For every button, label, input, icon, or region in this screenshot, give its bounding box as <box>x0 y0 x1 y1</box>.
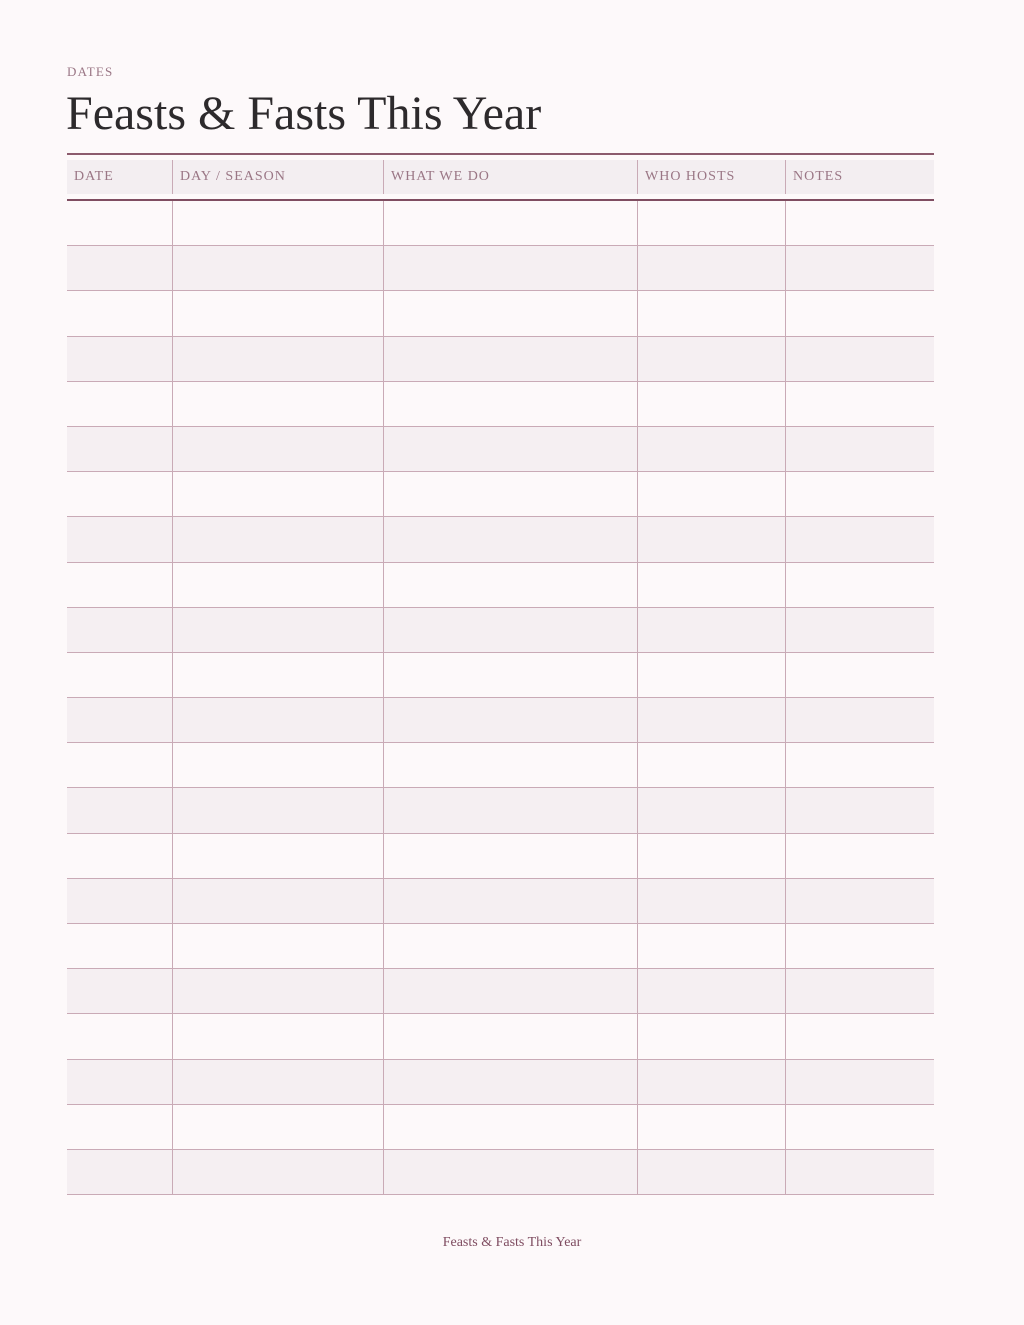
table-row <box>67 517 934 562</box>
table-body <box>67 201 934 1195</box>
what-we-do-cell <box>384 472 638 516</box>
who-hosts-cell <box>638 653 786 697</box>
who-hosts-cell <box>638 1060 786 1104</box>
day-season-cell <box>173 1060 384 1104</box>
table-row <box>67 608 934 653</box>
notes-cell <box>786 1150 934 1194</box>
title-divider <box>67 153 934 155</box>
date-cell <box>67 879 173 923</box>
table-row <box>67 201 934 246</box>
table-row <box>67 1150 934 1195</box>
what-we-do-cell <box>384 969 638 1013</box>
notes-cell <box>786 337 934 381</box>
table-row <box>67 698 934 743</box>
who-hosts-cell <box>638 291 786 335</box>
date-cell <box>67 337 173 381</box>
what-we-do-cell <box>384 608 638 652</box>
notes-cell <box>786 472 934 516</box>
table-row <box>67 1060 934 1105</box>
who-hosts-cell <box>638 969 786 1013</box>
what-we-do-cell <box>384 427 638 471</box>
date-cell <box>67 698 173 742</box>
day-season-cell <box>173 563 384 607</box>
who-hosts-cell <box>638 1150 786 1194</box>
who-hosts-cell <box>638 1105 786 1149</box>
day-season-cell <box>173 1014 384 1058</box>
date-cell <box>67 472 173 516</box>
table-row <box>67 427 934 472</box>
notes-cell <box>786 879 934 923</box>
day-season-cell <box>173 517 384 561</box>
who-hosts-cell <box>638 246 786 290</box>
what-we-do-cell <box>384 879 638 923</box>
column-header-notes: NOTES <box>786 160 934 194</box>
table-row <box>67 382 934 427</box>
notes-cell <box>786 924 934 968</box>
what-we-do-cell <box>384 698 638 742</box>
who-hosts-cell <box>638 608 786 652</box>
what-we-do-cell <box>384 246 638 290</box>
date-cell <box>67 743 173 787</box>
day-season-cell <box>173 608 384 652</box>
what-we-do-cell <box>384 1060 638 1104</box>
date-cell <box>67 517 173 561</box>
notes-cell <box>786 246 934 290</box>
date-cell <box>67 291 173 335</box>
table-row <box>67 291 934 336</box>
what-we-do-cell <box>384 563 638 607</box>
notes-cell <box>786 382 934 426</box>
date-cell <box>67 201 173 245</box>
page-footer: Feasts & Fasts This Year <box>442 1235 582 1250</box>
day-season-cell <box>173 201 384 245</box>
day-season-cell <box>173 291 384 335</box>
date-cell <box>67 924 173 968</box>
what-we-do-cell <box>384 517 638 561</box>
who-hosts-cell <box>638 472 786 516</box>
notes-cell <box>786 788 934 832</box>
table-row <box>67 563 934 608</box>
table-row <box>67 743 934 788</box>
what-we-do-cell <box>384 1105 638 1149</box>
day-season-cell <box>173 788 384 832</box>
column-header-date: DATE <box>67 160 173 194</box>
who-hosts-cell <box>638 834 786 878</box>
date-cell <box>67 969 173 1013</box>
who-hosts-cell <box>638 879 786 923</box>
what-we-do-cell <box>384 788 638 832</box>
what-we-do-cell <box>384 653 638 697</box>
notes-cell <box>786 563 934 607</box>
who-hosts-cell <box>638 924 786 968</box>
notes-cell <box>786 517 934 561</box>
day-season-cell <box>173 337 384 381</box>
what-we-do-cell <box>384 291 638 335</box>
day-season-cell <box>173 1150 384 1194</box>
day-season-cell <box>173 472 384 516</box>
table-header-row <box>67 160 934 201</box>
who-hosts-cell <box>638 201 786 245</box>
table-row <box>67 337 934 382</box>
date-cell <box>67 382 173 426</box>
notes-cell <box>786 427 934 471</box>
date-cell <box>67 1105 173 1149</box>
what-we-do-cell <box>384 743 638 787</box>
day-season-cell <box>173 427 384 471</box>
who-hosts-cell <box>638 743 786 787</box>
what-we-do-cell <box>384 834 638 878</box>
table-row <box>67 246 934 291</box>
planner-table <box>67 160 934 1195</box>
notes-cell <box>786 291 934 335</box>
who-hosts-cell <box>638 427 786 471</box>
table-row <box>67 472 934 517</box>
table-row <box>67 879 934 924</box>
day-season-cell <box>173 1105 384 1149</box>
notes-cell <box>786 1014 934 1058</box>
what-we-do-cell <box>384 337 638 381</box>
date-cell <box>67 608 173 652</box>
date-cell <box>67 834 173 878</box>
date-cell <box>67 246 173 290</box>
notes-cell <box>786 834 934 878</box>
day-season-cell <box>173 246 384 290</box>
section-eyebrow: DATES <box>67 64 114 79</box>
who-hosts-cell <box>638 788 786 832</box>
page-title: Feasts & Fasts This Year <box>66 87 542 140</box>
who-hosts-cell <box>638 1014 786 1058</box>
date-cell <box>67 788 173 832</box>
notes-cell <box>786 698 934 742</box>
day-season-cell <box>173 834 384 878</box>
day-season-cell <box>173 879 384 923</box>
table-row <box>67 1014 934 1059</box>
notes-cell <box>786 1105 934 1149</box>
notes-cell <box>786 969 934 1013</box>
notes-cell <box>786 743 934 787</box>
column-header-who-hosts: WHO HOSTS <box>638 160 786 194</box>
table-row <box>67 653 934 698</box>
day-season-cell <box>173 969 384 1013</box>
date-cell <box>67 653 173 697</box>
date-cell <box>67 1014 173 1058</box>
what-we-do-cell <box>384 382 638 426</box>
notes-cell <box>786 1060 934 1104</box>
table-row <box>67 788 934 833</box>
day-season-cell <box>173 382 384 426</box>
table-row <box>67 834 934 879</box>
notes-cell <box>786 201 934 245</box>
date-cell <box>67 563 173 607</box>
who-hosts-cell <box>638 337 786 381</box>
table-row <box>67 1105 934 1150</box>
what-we-do-cell <box>384 924 638 968</box>
table-row <box>67 924 934 969</box>
column-header-what-we-do: WHAT WE DO <box>384 160 638 194</box>
what-we-do-cell <box>384 201 638 245</box>
who-hosts-cell <box>638 563 786 607</box>
day-season-cell <box>173 924 384 968</box>
date-cell <box>67 427 173 471</box>
what-we-do-cell <box>384 1014 638 1058</box>
table-row <box>67 969 934 1014</box>
day-season-cell <box>173 653 384 697</box>
notes-cell <box>786 653 934 697</box>
date-cell <box>67 1150 173 1194</box>
day-season-cell <box>173 743 384 787</box>
who-hosts-cell <box>638 382 786 426</box>
column-header-day-season: DAY / SEASON <box>173 160 384 194</box>
date-cell <box>67 1060 173 1104</box>
who-hosts-cell <box>638 698 786 742</box>
who-hosts-cell <box>638 517 786 561</box>
what-we-do-cell <box>384 1150 638 1194</box>
day-season-cell <box>173 698 384 742</box>
notes-cell <box>786 608 934 652</box>
